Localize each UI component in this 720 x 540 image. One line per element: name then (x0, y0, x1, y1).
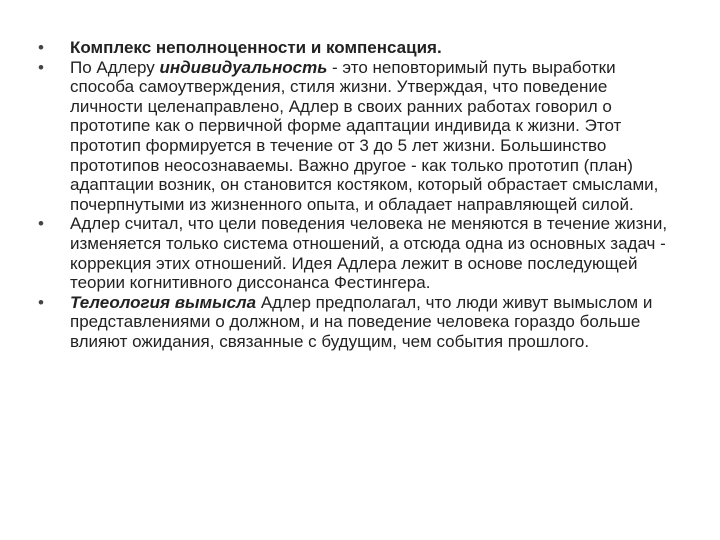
bullet-body-text: Адлер считал, что цели поведения человека не меняются в течение жизни, изменяется только система отношений, а отсюда одна из основных задач - коррекция этих отношений. Идея Адлера лежит в основе последующей теории когнитивного диссонанса Фестингера. (70, 214, 668, 293)
bullet-item-teleology (38, 293, 678, 352)
bullet-lead-text: По Адлеру (70, 57, 160, 77)
bullet-icon: • (38, 292, 44, 312)
bullet-body-text: Адлер предполагал, что люди живут вымыслом и представлениями о должном, и на поведение человека гораздо больше влияют ожидания, связанные с будущим, чем события прошлого. (70, 292, 653, 351)
bullet-item-individuality (38, 58, 678, 215)
bullet-icon: • (38, 57, 44, 77)
bullet-icon: • (38, 38, 44, 57)
term-teleology: Телеология вымысла (70, 292, 257, 312)
bullet-body-text: - это неповторимый путь выработки способа самоутверждения, стиля жизни. Утверждая, что поведение личности целенаправлено, Адлер в своих ранних работах говорил о прототипе как о первичной форме адаптации индивида к жизни. Этот прототип формируется в течение от 3 до 5 лет жизни. Большинство прототипов неосознаваемы. Важно другое - как только прототип (план) адаптации возник, он становится костяком, который обрастает смыслами, почерпнутыми из жизненного опыта, и обладает направляющей силой. (70, 57, 659, 214)
bullet-heading: Комплекс неполноценности и компенсация. (70, 38, 442, 57)
bullet-item-goals (38, 214, 678, 292)
bullet-list (38, 38, 678, 352)
bullet-icon: • (38, 214, 44, 234)
bullet-item-complex (38, 38, 678, 58)
term-individuality: индивидуальность (159, 57, 328, 77)
